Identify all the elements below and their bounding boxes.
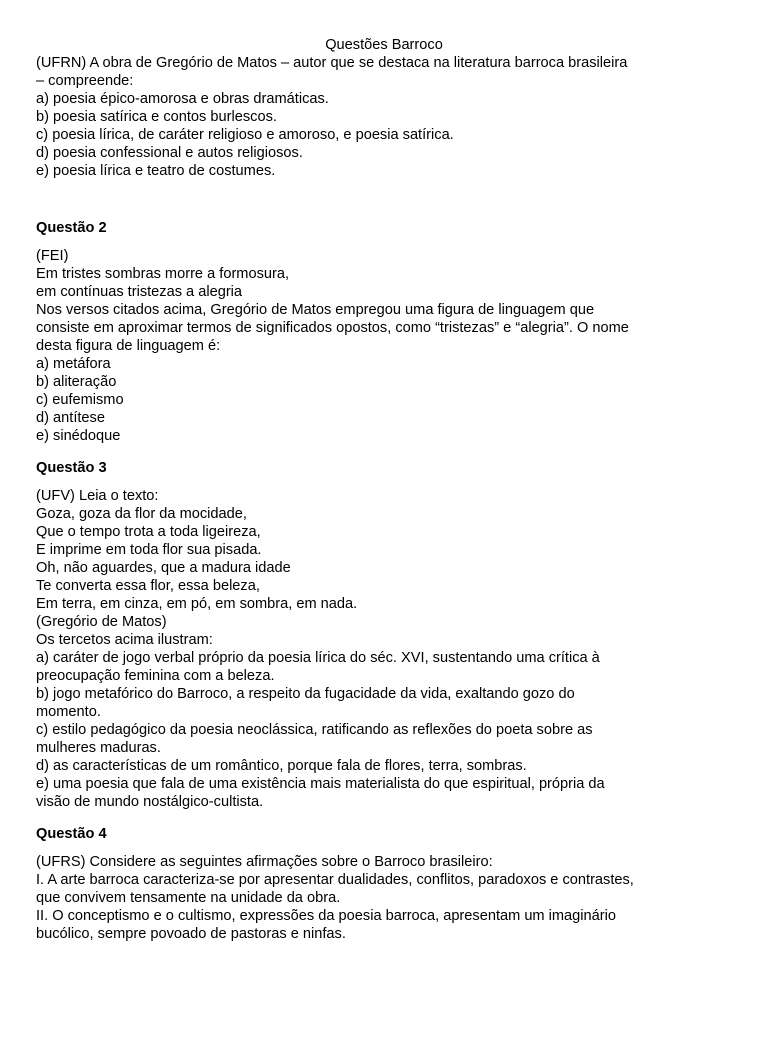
verse-line: Que o tempo trota a toda ligeireza, <box>36 524 261 540</box>
option-e-cont: visão de mundo nostálgico-cultista. <box>36 794 264 810</box>
option-d: d) poesia confessional e autos religiosos. <box>36 145 303 161</box>
document-page <box>0 36 768 943</box>
question-2-heading: Questão 2 <box>36 220 107 236</box>
question-3-heading: Questão 3 <box>36 460 107 476</box>
option-b: b) jogo metafórico do Barroco, a respeito da fugacidade da vida, exaltando gozo do <box>36 686 575 702</box>
verse-line: Goza, goza da flor da mocidade, <box>36 506 247 522</box>
option-d: d) antítese <box>36 410 105 426</box>
option-e: e) poesia lírica e teatro de costumes. <box>36 163 276 179</box>
statement-2: II. O conceptismo e o cultismo, expressões da poesia barroca, apresentam um imaginário <box>36 908 616 924</box>
question-2-line: desta figura de linguagem é: <box>36 338 221 354</box>
option-c: c) estilo pedagógico da poesia neoclássica, ratificando as reflexões do poeta sobre as <box>36 722 593 738</box>
question-4-heading: Questão 4 <box>36 826 107 842</box>
question-3 <box>36 487 768 811</box>
option-b: b) aliteração <box>36 374 117 390</box>
option-c: c) eufemismo <box>36 392 124 408</box>
verse-line: Oh, não aguardes, que a madura idade <box>36 560 291 576</box>
verse-line: Em tristes sombras morre a formosura, <box>36 266 290 282</box>
question-2-line: Nos versos citados acima, Gregório de Matos empregou uma figura de linguagem que <box>36 302 595 318</box>
option-a: a) caráter de jogo verbal próprio da poesia lírica do séc. XVI, sustentando uma crítica à <box>36 650 600 666</box>
statement-2-cont: bucólico, sempre povoado de pastoras e ninfas. <box>36 926 346 942</box>
source-label: (FEI) <box>36 248 69 264</box>
question-2 <box>36 247 768 445</box>
verse-line: E imprime em toda flor sua pisada. <box>36 542 262 558</box>
statement-1: I. A arte barroca caracteriza-se por apresentar dualidades, conflitos, paradoxos e contrastes, <box>36 872 634 888</box>
option-a-cont: preocupação feminina com a beleza. <box>36 668 275 684</box>
option-b: b) poesia satírica e contos burlescos. <box>36 109 277 125</box>
option-a: a) metáfora <box>36 356 111 372</box>
option-c-cont: mulheres maduras. <box>36 740 161 756</box>
question-1-line: (UFRN) A obra de Gregório de Matos – autor que se destaca na literatura barroca brasileira <box>36 55 628 71</box>
verse-author: (Gregório de Matos) <box>36 614 167 630</box>
question-2-line: consiste em aproximar termos de significados opostos, como “tristezas” e “alegria”. O nome <box>36 320 629 336</box>
question-1-line: – compreende: <box>36 73 134 89</box>
document-title: Questões Barroco <box>325 37 443 53</box>
verse-line: em contínuas tristezas a alegria <box>36 284 243 300</box>
verse-line: Em terra, em cinza, em pó, em sombra, em nada. <box>36 596 358 612</box>
question-3-line: (UFV) Leia o texto: <box>36 488 159 504</box>
option-a: a) poesia épico-amorosa e obras dramáticas. <box>36 91 329 107</box>
option-e: e) uma poesia que fala de uma existência mais materialista do que espiritual, própria da <box>36 776 605 792</box>
option-d: d) as características de um romântico, porque fala de flores, terra, sombras. <box>36 758 527 774</box>
question-1 <box>36 54 768 180</box>
option-b-cont: momento. <box>36 704 101 720</box>
verse-line: Te converta essa flor, essa beleza, <box>36 578 260 594</box>
question-3-line: Os tercetos acima ilustram: <box>36 632 213 648</box>
question-4 <box>36 853 768 943</box>
option-c: c) poesia lírica, de caráter religioso e amoroso, e poesia satírica. <box>36 127 454 143</box>
option-e: e) sinédoque <box>36 428 121 444</box>
question-4-line: (UFRS) Considere as seguintes afirmações sobre o Barroco brasileiro: <box>36 854 493 870</box>
statement-1-cont: que convivem tensamente na unidade da obra. <box>36 890 341 906</box>
